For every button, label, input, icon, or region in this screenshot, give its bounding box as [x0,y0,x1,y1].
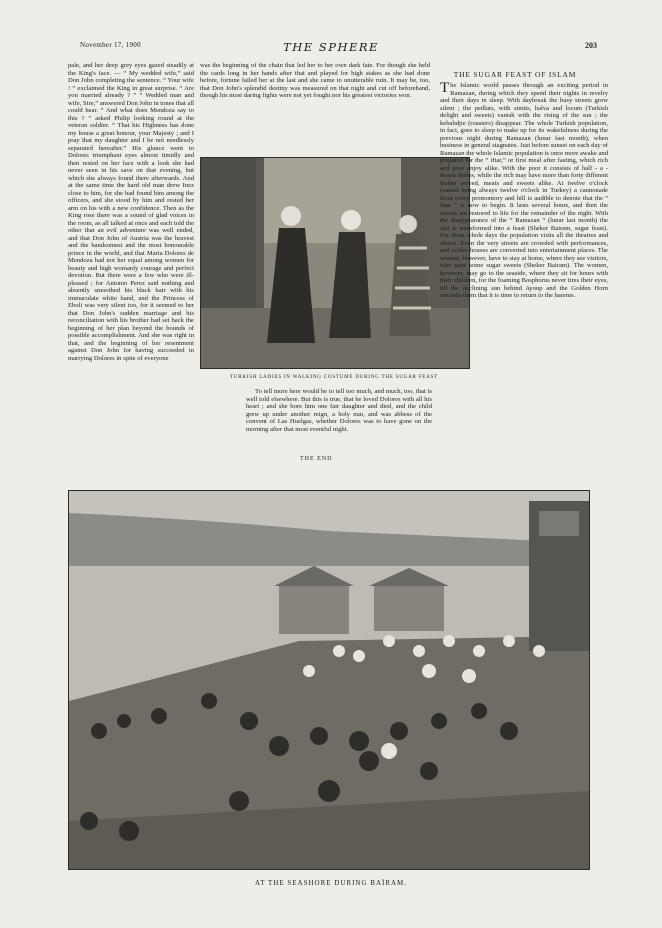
photo-turkish-ladies [200,157,470,369]
the-end-mark: THE END [300,456,333,462]
story-column-left [68,62,194,460]
article-body: he Islamic world passes through an exciting period in Ramazan, during which they spend their nights in revelry and their days in sleep. With daybreak the busy streets grow silent ; the pedlars, with simits, halva and locum (Turkish delight and sweets) vanish with the rising of the sun ; the kebabdjie (roasters) disappear. The whole Turkish population, in fact, goes to sleep to make up for its wakefulness during the previous night during Ramazan (lunar fast month), when business in general stagnates. Just before sunset on each day of Ramazan the whole Islamic population is once more awake and prepared for the “ iftar,” or first meal after fasting, which rich and poor enjoy alike. With the poor it consists of half - a - dozen dishes, while the rich may have more than forty different dishes served, meats and sweets alike. At twelve o'clock (sunset being always twelve o'clock in Turkey) a cannonade from every promontory and hill is audible to denote that the “ iftar ” is now to begin. It lasts several hours, and then the streets are restored to life for the remainder of the night. With the disappearance of the “ Ramazan ” (lunar last month) the fast is transformed into a feast (Sheker Bairam, sugar feast). For three whole days the population visits all the theatres and shows. Even the very streets are crowded with performances, and coffee-houses are converted into entertainment places. The women, however, have to stay at home, where they see visitors, who taste some sugar sweets (Sheker Bairam). The women, however, may go to the seaside, where they sit for hours with their children, for the foaming Bosphorus never tires their eyes, till the declining sun behind Ayoup and the Golden Horn reminds them that it is time to return to the harems. [440,82,608,299]
page-number: 203 [585,41,597,50]
story-text-middle-bottom: To tell more here would be to tell too much, and much, too, that is well told elsewhere. But this is true, that he loved Dolores with all his heart ; and she bore him one fair daughter and died, and the child grew up under another reign, a holy nun, and was abbess of the convent of Las Huelgas, whether Dolores was to have gone on the morning after that most eventful night. [246,388,432,433]
story-text-left: pale, and her deep grey eyes gazed steadily at the King's face. — “ My wedded wife,” said Don John completing the sentence. “ Your wife ! ” exclaimed the King in great surprise. “ Are you married already ? ” “ Wedded man and wife, Sire,” answered Don John in tones that all could hear. “ And what does Mendoza say to this ? ” asked Philip looking round at the veteran soldier. “ That his Highness has done my house a great honour, your Majesty ; and I pray that my daughter and I be not needlessly separated hereafter.” His glance went to Dolores triumphant eyes almost timidly and then rested on her face with a look she had never seen in his save on that evening, but which she always found there afterwards. And at the same time the hard old man drew Inez close to him, for she had found him among the officers, and she stood by him and rested her arm on his with a new confidence. Then as the King rose there was a sound of glad voices in the room, as all talked at once and each told the other that an evil adventure was well ended, and that Don John of Austria was the bravest and the handsomest and the most honourable prince in the world, and that Maria Dolores de Mendoza had not her equal among women for beauty and high womanly courage and perfect devotion. But there were a few who were ill-pleased ; for Antonio Perez said nothing and absently smoothed his black hair with his immaculate white hand, and the Princess of Eboli was very silent too, for it seemed to her that Don John's sudden marriage and his reconciliation with his brother had set back the beginning of her plan beyond the bounds of possible accomplishment. And she was right in that, and the beginning of her resentment against Don John for having succeeded in marrying Dolores in spite of everyone [68,62,194,362]
article-heading: THE SUGAR FEAST OF ISLAM [453,70,577,79]
photo-seashore [68,490,590,870]
story-column-middle-top [200,62,430,152]
photo-turkish-ladies-image [201,158,469,368]
drop-cap: T [440,82,450,96]
story-text-middle-top: was the beginning of the chain that led her to her own dark fate. For though she held the cards long in her hands after that and played for high stakes as she had done before, fortune failed her at the last and she came to unutterable ruin. It may be, too, that Don John's splendid destiny was measured on that night and cut off beforehand, though his most daring fights were not yet fought nor his greatest victories won. [200,62,430,99]
photo-caption-ladies: TURKISH LADIES IN WALKING COSTUME DURING THE SUGAR FEAST [230,375,438,380]
magazine-title: THE SPHERE [283,40,379,54]
photo-seashore-image [69,491,589,869]
article-column [440,82,608,460]
issue-date: November 17, 1900 [80,41,141,49]
story-column-middle-bottom [246,388,432,454]
photo-caption-seashore: AT THE SEASHORE DURING BAÏRAM. [254,879,408,887]
